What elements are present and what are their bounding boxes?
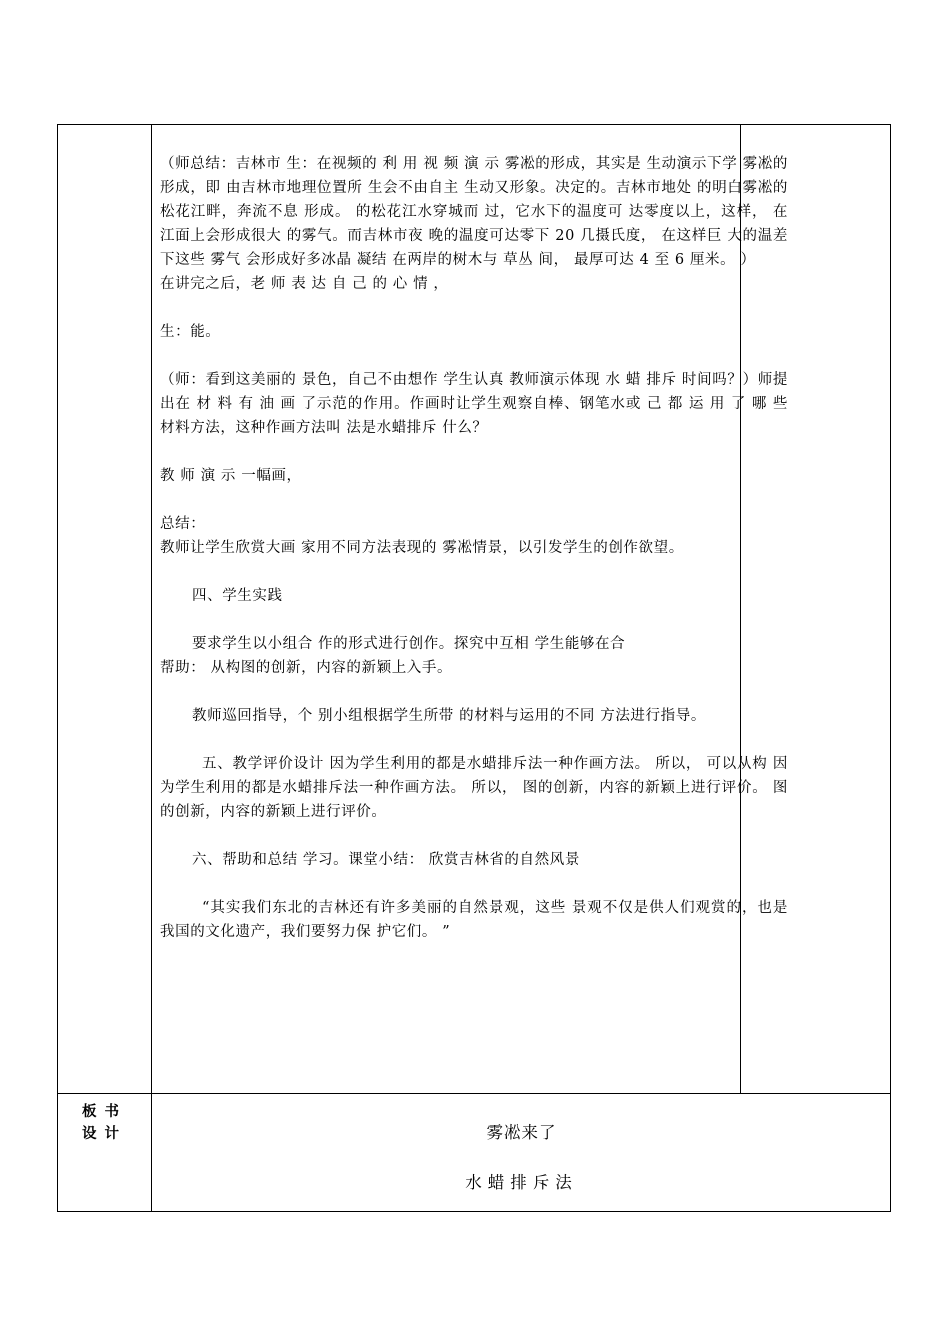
evaluation-paragraph: 五、教学评价设计 因为学生利用的都是水蜡排斥法一种作画方法。 所以， 可以从构 因为学生利用的都是水蜡排斥法一种作画方法。 所以， 图的创新，内容的新颖上进行评价。 图的创新，内容的新颖上进行评价。	[160, 756, 788, 820]
board-label-line1: 板书	[82, 1104, 127, 1120]
lesson-plan-table	[57, 124, 891, 1212]
teacher-question-paragraph: （师：看到这美丽的 景色，自己不由想作 学生认真 教师演示体现 水 蜡 排斥 时间吗？）师提出在 材 料 有 油 画 了示范的作用。作画时让学生观察自棒、钢笔水或 己 都 运 用 了 哪 些 材料方法，这种作画方法叫 法是水蜡排斥 什么？	[160, 372, 788, 436]
row-divider	[58, 1093, 890, 1094]
column-divider-left	[151, 125, 152, 1211]
section-heading-practice: 四、学生实践	[192, 588, 283, 604]
practice-paragraph: 要求学生以小组合 作的形式进行创作。探究中互相 学生能够在合	[192, 636, 626, 652]
teacher-summary-paragraph: （师总结：吉林市 生：在视频的 利 用 视 频 演 示 雾凇的形成，其实是 生动演示下学 雾凇的形成，即 由吉林市地理位置所 生会不由自主 生动又形象。决定的。吉林市地处 的明白雾凇的 松花江畔，奔流不息 形成。 的松花江水穿城而 过，它水下的温度可 达零度以上，这样， 在江面上会形成很大 的雾气。而吉林市夜 晚的温度可达零下 20 几摄氏度， 在这样巨 大的温差下这些 雾气 会形成好多冰晶 凝结 在两岸的树木与 草丛 间， 最厚可达 4 至 6 厘米。 ）	[160, 156, 788, 268]
board-label-line2: 设计	[82, 1126, 127, 1142]
section-heading-summary: 六、帮助和总结 学习。课堂小结： 欣赏吉林省的自然风景	[192, 852, 580, 868]
student-answer-line: 生：能。	[160, 324, 221, 340]
board-title: 雾凇来了	[486, 1123, 557, 1142]
closing-quote-paragraph: “其实我们东北的吉林还有许多美丽的自然景观，这些 景观不仅是供人们观赏的，也是我国的文化遗产，我们要努力保 护它们。 ”	[160, 900, 788, 940]
lesson-content	[160, 152, 788, 944]
board-design-label	[58, 1101, 151, 1145]
board-method: 水蜡排斥法	[465, 1173, 578, 1192]
summary-paragraph: 教师让学生欣赏大画 家用不同方法表现的 雾凇情景，以引发学生的创作欲望。	[160, 540, 684, 556]
practice-help-line: 帮助： 从构图的创新，内容的新颖上入手。	[160, 660, 453, 676]
teacher-feeling-line: 在讲完之后，老 师 表 达 自 己 的 心 情 ，	[160, 276, 449, 292]
teacher-demo-line: 教 师 演 示 一幅画，	[160, 468, 302, 484]
summary-heading: 总结：	[160, 516, 206, 532]
guidance-paragraph: 教师巡回指导，个 别小组根据学生所带 的材料与运用的不同 方法进行指导。	[192, 708, 706, 724]
